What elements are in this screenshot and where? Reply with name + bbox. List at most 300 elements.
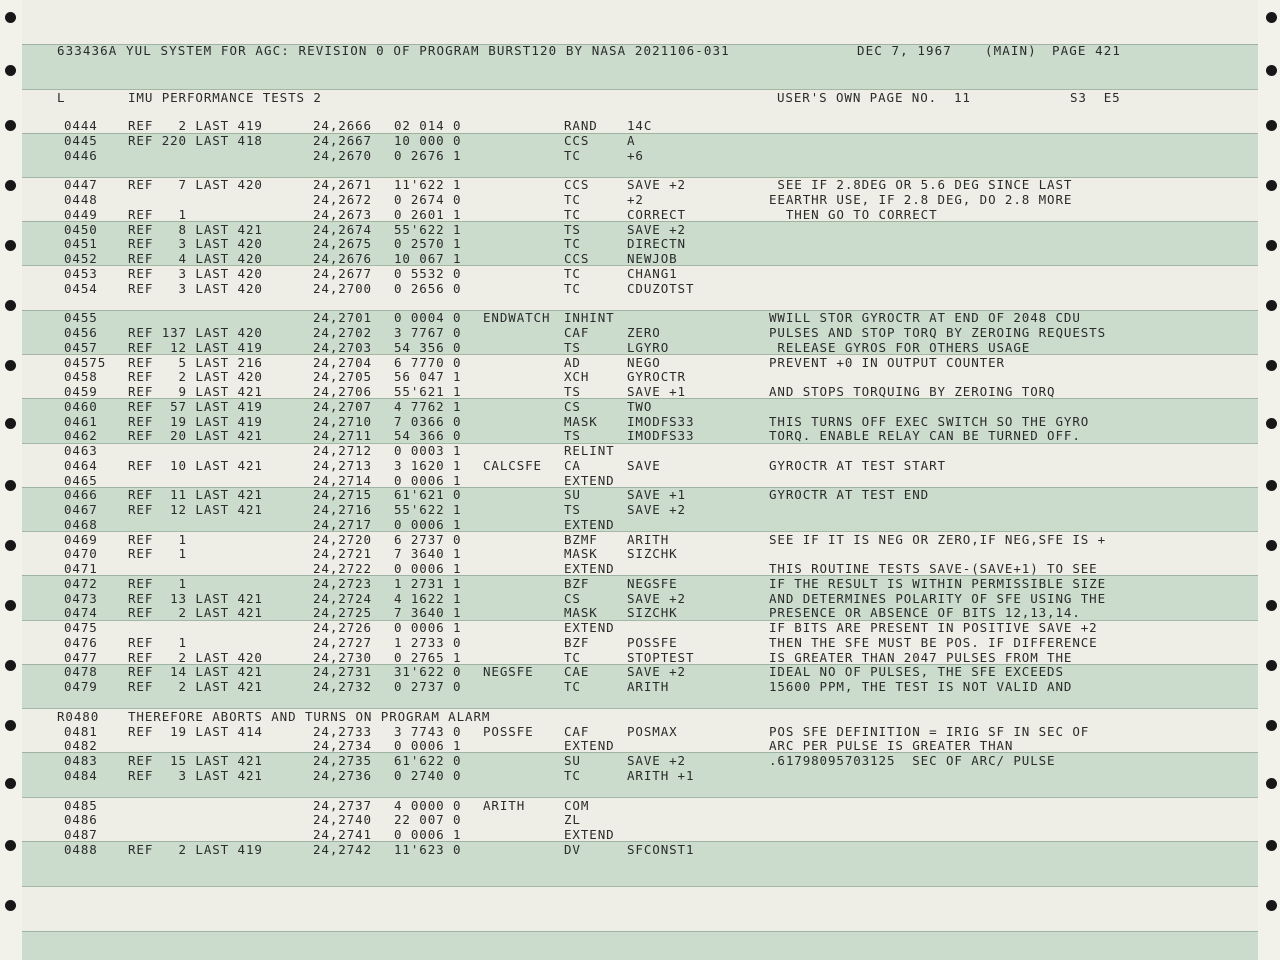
- operand-column: SAVE: [627, 457, 661, 473]
- line-number: 0466: [64, 487, 98, 503]
- opcode-column: RAND: [564, 118, 598, 133]
- ref-column: REF 19 LAST 414: [128, 723, 263, 739]
- line-number: 0470: [64, 546, 98, 562]
- octal-code-column: 0 2740 0: [394, 767, 462, 783]
- address-column: 24,2722: [313, 561, 372, 576]
- opcode-column: BZF: [564, 634, 590, 650]
- operand-column: SAVE +1: [627, 384, 686, 399]
- address-column: 24,2717: [313, 516, 372, 532]
- line-number: 0485: [64, 797, 98, 813]
- symbol-label: POSSFE: [483, 723, 534, 739]
- octal-code-column: 0 0006 1: [394, 516, 462, 532]
- ref-column: REF 2 LAST 420: [128, 369, 263, 385]
- octal-code-column: 56 047 1: [394, 369, 462, 385]
- operand-column: SAVE +1: [627, 487, 686, 503]
- tractor-feed-hole: [5, 900, 16, 911]
- tractor-feed-hole: [5, 300, 16, 311]
- ref-column: REF 10 LAST 421: [128, 457, 263, 473]
- address-column: 24,2721: [313, 546, 372, 562]
- ref-column: REF 12 LAST 419: [128, 339, 263, 355]
- line-number: 0484: [64, 767, 98, 783]
- opcode-column: CCS: [564, 132, 590, 148]
- line-number: 0482: [64, 738, 98, 754]
- octal-code-column: 10 000 0: [394, 132, 462, 148]
- opcode-column: CAE: [564, 664, 590, 680]
- ref-column: REF 220 LAST 418: [128, 132, 263, 148]
- comment-column: ARC PER PULSE IS GREATER THAN: [769, 738, 1014, 754]
- ref-column: REF 19 LAST 419: [128, 413, 263, 429]
- octal-code-column: 3 1620 1: [394, 457, 462, 473]
- page-rule: [22, 797, 1258, 798]
- line-number: 0473: [64, 590, 98, 606]
- comment-column: THEN THE SFE MUST BE POS. IF DIFFERENCE: [769, 634, 1098, 650]
- line-number: R0480: [57, 708, 100, 724]
- octal-code-column: 0 0006 1: [394, 561, 462, 576]
- octal-code-column: 0 0006 1: [394, 620, 462, 635]
- operand-column: +2: [627, 192, 644, 207]
- octal-code-column: 1 2731 1: [394, 575, 462, 591]
- comment-column: 15600 PPM, THE TEST IS NOT VALID AND: [769, 679, 1073, 694]
- symbol-label: CALCSFE: [483, 457, 542, 473]
- octal-code-column: 54 366 0: [394, 428, 462, 444]
- address-column: 24,2731: [313, 664, 372, 680]
- octal-code-column: 1 2733 0: [394, 634, 462, 650]
- octal-code-column: 3 7767 0: [394, 325, 462, 340]
- operand-column: SAVE +2: [627, 664, 686, 680]
- address-column: 24,2724: [313, 590, 372, 606]
- tractor-feed-hole: [5, 12, 16, 23]
- comment-column: EEARTHR USE, IF 2.8 DEG, DO 2.8 MORE: [769, 192, 1073, 207]
- ref-column: REF 7 LAST 420: [128, 177, 263, 193]
- ref-column: REF 11 LAST 421: [128, 487, 263, 503]
- tractor-feed-hole: [1266, 540, 1277, 551]
- tractor-feed-hole: [5, 480, 16, 491]
- line-number: 0462: [64, 428, 98, 444]
- octal-code-column: 0 0003 1: [394, 443, 462, 458]
- octal-code-column: 11'622 1: [394, 177, 462, 193]
- octal-code-column: 3 7743 0: [394, 723, 462, 739]
- ref-column: REF 5 LAST 216: [128, 354, 263, 370]
- operand-column: LGYRO: [627, 339, 670, 355]
- octal-code-column: 22 007 0: [394, 812, 462, 828]
- opcode-column: MASK: [564, 605, 598, 621]
- operand-column: A: [627, 132, 636, 148]
- operand-column: CHANG1: [627, 265, 678, 281]
- symbol-label: NEGSFE: [483, 664, 534, 680]
- address-column: 24,2700: [313, 280, 372, 296]
- ref-column: REF 3 LAST 420: [128, 265, 263, 281]
- line-number: 0476: [64, 634, 98, 650]
- operand-column: IMODFS33: [627, 413, 695, 429]
- operand-column: +6: [627, 147, 644, 163]
- symbol-label: ARITH: [483, 797, 526, 813]
- address-column: 24,2667: [313, 132, 372, 148]
- address-column: 24,2711: [313, 428, 372, 444]
- octal-code-column: 61'622 0: [394, 753, 462, 769]
- opcode-column: EXTEND: [564, 516, 615, 532]
- address-column: 24,2705: [313, 369, 372, 385]
- opcode-column: CA: [564, 457, 581, 473]
- octal-code-column: 4 7762 1: [394, 398, 462, 414]
- comment-column: PRESENCE OR ABSENCE OF BITS 12,13,14.: [769, 605, 1081, 621]
- page-number: PAGE 421: [1052, 43, 1122, 58]
- address-column: 24,2735: [313, 753, 372, 769]
- tractor-feed-hole: [1266, 778, 1277, 789]
- operand-column: STOPTEST: [627, 649, 695, 665]
- opcode-column: CAF: [564, 325, 590, 340]
- operand-column: NEWJOB: [627, 251, 678, 266]
- operand-column: CORRECT: [627, 206, 686, 222]
- operand-column: ZERO: [627, 325, 661, 340]
- line-number: 0472: [64, 575, 98, 591]
- opcode-column: COM: [564, 797, 590, 813]
- opcode-column: TS: [564, 339, 581, 355]
- address-column: 24,2710: [313, 413, 372, 429]
- octal-code-column: 7 0366 0: [394, 413, 462, 429]
- opcode-column: BZF: [564, 575, 590, 591]
- octal-code-column: 0 2674 0: [394, 192, 462, 207]
- tractor-feed-hole: [5, 180, 16, 191]
- operand-column: ARITH: [627, 531, 670, 547]
- line-number: 0444: [64, 118, 98, 133]
- tractor-feed-hole: [1266, 120, 1277, 131]
- address-column: 24,2672: [313, 192, 372, 207]
- comment-column: IDEAL NO OF PULSES, THE SFE EXCEEDS: [769, 664, 1064, 680]
- octal-code-column: 7 3640 1: [394, 605, 462, 621]
- listing-date: DEC 7, 1967: [857, 43, 952, 58]
- operand-column: TWO: [627, 398, 653, 414]
- ref-column: REF 2 LAST 421: [128, 605, 263, 621]
- line-number: 0487: [64, 827, 98, 843]
- comment-column: AND DETERMINES POLARITY OF SFE USING THE: [769, 590, 1107, 606]
- tractor-feed-hole: [5, 720, 16, 731]
- line-number: 0454: [64, 280, 98, 296]
- address-column: 24,2723: [313, 575, 372, 591]
- ref-column: REF 4 LAST 420: [128, 251, 263, 266]
- address-column: 24,2670: [313, 147, 372, 163]
- comment-column: THIS ROUTINE TESTS SAVE-(SAVE+1) TO SEE: [769, 561, 1098, 576]
- opcode-column: EXTEND: [564, 738, 615, 754]
- opcode-column: XCH: [564, 369, 590, 385]
- line-number: 0447: [64, 177, 98, 193]
- address-column: 24,2673: [313, 206, 372, 222]
- opcode-column: MASK: [564, 546, 598, 562]
- comment-column: POS SFE DEFINITION = IRIG SF IN SEC OF: [769, 723, 1090, 739]
- comment-column: TORQ. ENABLE RELAY CAN BE TURNED OFF.: [769, 428, 1081, 444]
- opcode-column: EXTEND: [564, 620, 615, 635]
- opcode-column: MASK: [564, 413, 598, 429]
- ref-column: REF 2 LAST 420: [128, 649, 263, 665]
- address-column: 24,2742: [313, 841, 372, 857]
- line-number: 0475: [64, 620, 98, 635]
- line-number: 0483: [64, 753, 98, 769]
- operand-column: SIZCHK: [627, 605, 678, 621]
- octal-code-column: 55'622 1: [394, 221, 462, 237]
- opcode-column: CS: [564, 590, 581, 606]
- opcode-column: TS: [564, 221, 581, 237]
- ref-column: REF 1: [128, 531, 187, 547]
- line-number: 0452: [64, 251, 98, 266]
- tractor-feed-hole: [1266, 12, 1277, 23]
- address-column: 24,2726: [313, 620, 372, 635]
- octal-code-column: 55'622 1: [394, 502, 462, 517]
- ref-column: REF 14 LAST 421: [128, 664, 263, 680]
- address-column: 24,2733: [313, 723, 372, 739]
- page-rule: [22, 886, 1258, 887]
- ref-column: REF 20 LAST 421: [128, 428, 263, 444]
- octal-code-column: 0 2601 1: [394, 206, 462, 222]
- ref-column: REF 3 LAST 420: [128, 236, 263, 252]
- octal-code-column: 0 2676 1: [394, 147, 462, 163]
- comment-column: GYROCTR AT TEST END: [769, 487, 930, 503]
- ref-column: REF 3 LAST 420: [128, 280, 263, 296]
- opcode-column: TC: [564, 767, 581, 783]
- comment-column: PREVENT +0 IN OUTPUT COUNTER: [769, 354, 1005, 370]
- comment-column: AND STOPS TORQUING BY ZEROING TORQ: [769, 384, 1056, 399]
- opcode-column: EXTEND: [564, 827, 615, 843]
- address-column: 24,2730: [313, 649, 372, 665]
- ref-column: REF 3 LAST 421: [128, 767, 263, 783]
- address-column: 24,2712: [313, 443, 372, 458]
- tractor-feed-hole: [1266, 600, 1277, 611]
- line-number: 0474: [64, 605, 98, 621]
- tractor-feed-hole: [1266, 300, 1277, 311]
- tractor-feed-hole: [5, 120, 16, 131]
- line-number: 0461: [64, 413, 98, 429]
- green-bar-band: [22, 931, 1258, 960]
- opcode-column: TS: [564, 502, 581, 517]
- line-number: 0457: [64, 339, 98, 355]
- octal-code-column: 6 7770 0: [394, 354, 462, 370]
- comment-column: THIS TURNS OFF EXEC SWITCH SO THE GYRO: [769, 413, 1090, 429]
- octal-code-column: 0 2570 1: [394, 236, 462, 252]
- comment-column: WWILL STOR GYROCTR AT END OF 2048 CDU: [769, 310, 1081, 326]
- address-column: 24,2666: [313, 118, 372, 133]
- tractor-feed-hole: [1266, 65, 1277, 76]
- address-column: 24,2737: [313, 797, 372, 813]
- octal-code-column: 0 2656 0: [394, 280, 462, 296]
- line-number: 0458: [64, 369, 98, 385]
- octal-code-column: 0 0006 1: [394, 827, 462, 843]
- octal-code-column: 7 3640 1: [394, 546, 462, 562]
- line-number: 0479: [64, 679, 98, 694]
- tractor-feed-hole: [5, 65, 16, 76]
- symbol-label: ENDWATCH: [483, 310, 551, 326]
- tractor-feed-hole: [1266, 720, 1277, 731]
- opcode-column: TC: [564, 206, 581, 222]
- comment-column: THEN GO TO CORRECT: [769, 206, 938, 222]
- operand-column: CDUZOTST: [627, 280, 695, 296]
- ref-column: REF 9 LAST 421: [128, 384, 263, 399]
- listing-title: 633436A YUL SYSTEM FOR AGC: REVISION 0 OF PROGRAM BURST120 BY NASA 2021106-031: [57, 43, 730, 58]
- address-column: 24,2713: [313, 457, 372, 473]
- octal-code-column: 31'622 0: [394, 664, 462, 680]
- line-number: 0471: [64, 561, 98, 576]
- address-column: 24,2706: [313, 384, 372, 399]
- address-column: 24,2725: [313, 605, 372, 621]
- octal-code-column: 55'621 1: [394, 384, 462, 399]
- octal-code-column: 61'621 0: [394, 487, 462, 503]
- opcode-column: TS: [564, 428, 581, 444]
- full-line-comment: THEREFORE ABORTS AND TURNS ON PROGRAM ALARM: [128, 708, 491, 724]
- tractor-feed-hole: [1266, 360, 1277, 371]
- opcode-column: SU: [564, 487, 581, 503]
- ref-column: REF 2 LAST 419: [128, 118, 263, 133]
- address-column: 24,2727: [313, 634, 372, 650]
- comment-column: IF THE RESULT IS WITHIN PERMISSIBLE SIZE: [769, 575, 1107, 591]
- address-column: 24,2677: [313, 265, 372, 281]
- operand-column: GYROCTR: [627, 369, 686, 385]
- octal-code-column: 0 0004 0: [394, 310, 462, 326]
- line-number: 0445: [64, 132, 98, 148]
- operand-column: DIRECTN: [627, 236, 686, 252]
- line-number: 0448: [64, 192, 98, 207]
- line-number: 0477: [64, 649, 98, 665]
- tractor-feed-hole: [1266, 840, 1277, 851]
- line-number: 0463: [64, 443, 98, 458]
- operand-column: SAVE +2: [627, 221, 686, 237]
- opcode-column: CS: [564, 398, 581, 414]
- comment-column: SEE IF IT IS NEG OR ZERO,IF NEG,SFE IS +: [769, 531, 1107, 547]
- octal-code-column: 0 0006 1: [394, 472, 462, 488]
- opcode-column: RELINT: [564, 443, 615, 458]
- opcode-column: EXTEND: [564, 472, 615, 488]
- address-column: 24,2671: [313, 177, 372, 193]
- ref-column: REF 2 LAST 419: [128, 841, 263, 857]
- octal-code-column: 0 5532 0: [394, 265, 462, 281]
- ref-column: REF 15 LAST 421: [128, 753, 263, 769]
- tractor-feed-hole: [5, 600, 16, 611]
- opcode-column: TC: [564, 679, 581, 694]
- address-column: 24,2714: [313, 472, 372, 488]
- line-number: 0488: [64, 841, 98, 857]
- line-number: 0468: [64, 516, 98, 532]
- ref-column: REF 1: [128, 546, 187, 562]
- line-number: 0478: [64, 664, 98, 680]
- ref-column: REF 1: [128, 634, 187, 650]
- opcode-column: TC: [564, 236, 581, 252]
- address-column: 24,2702: [313, 325, 372, 340]
- line-number: 0455: [64, 310, 98, 326]
- tractor-feed-hole: [5, 240, 16, 251]
- operand-column: NEGO: [627, 354, 661, 370]
- operand-column: SIZCHK: [627, 546, 678, 562]
- users-page-number: USER'S OWN PAGE NO. 11: [777, 90, 971, 105]
- opcode-column: BZMF: [564, 531, 598, 547]
- operand-column: SFCONST1: [627, 841, 695, 857]
- line-number: 0481: [64, 723, 98, 739]
- ref-column: REF 12 LAST 421: [128, 502, 263, 517]
- tractor-feed-hole: [5, 840, 16, 851]
- address-column: 24,2740: [313, 812, 372, 828]
- section-title: IMU PERFORMANCE TESTS 2: [128, 90, 322, 105]
- line-number: 0459: [64, 384, 98, 399]
- address-column: 24,2703: [313, 339, 372, 355]
- tractor-feed-hole: [1266, 418, 1277, 429]
- address-column: 24,2704: [313, 354, 372, 370]
- opcode-column: EXTEND: [564, 561, 615, 576]
- ref-column: REF 2 LAST 421: [128, 679, 263, 694]
- ref-column: REF 57 LAST 419: [128, 398, 263, 414]
- tractor-feed-hole: [1266, 180, 1277, 191]
- opcode-column: TC: [564, 147, 581, 163]
- tractor-feed-hole: [1266, 660, 1277, 671]
- ref-column: REF 8 LAST 421: [128, 221, 263, 237]
- comment-column: GYROCTR AT TEST START: [769, 457, 946, 473]
- octal-code-column: 11'623 0: [394, 841, 462, 857]
- line-number: 0465: [64, 472, 98, 488]
- comment-column: SEE IF 2.8DEG OR 5.6 DEG SINCE LAST: [769, 177, 1073, 193]
- opcode-column: ZL: [564, 812, 581, 828]
- opcode-column: DV: [564, 841, 581, 857]
- ref-column: REF 1: [128, 575, 187, 591]
- operand-column: SAVE +2: [627, 590, 686, 606]
- ref-column: REF 137 LAST 420: [128, 325, 263, 340]
- address-column: 24,2732: [313, 679, 372, 694]
- address-column: 24,2734: [313, 738, 372, 754]
- address-column: 24,2676: [313, 251, 372, 266]
- octal-code-column: 10 067 1: [394, 251, 462, 266]
- opcode-column: AD: [564, 354, 581, 370]
- octal-code-column: 0 0006 1: [394, 738, 462, 754]
- line-number: 0467: [64, 502, 98, 517]
- operand-column: SAVE +2: [627, 177, 686, 193]
- comment-column: RELEASE GYROS FOR OTHERS USAGE: [769, 339, 1031, 355]
- operand-column: NEGSFE: [627, 575, 678, 591]
- tractor-feed-hole: [1266, 480, 1277, 491]
- comment-column: IS GREATER THAN 2047 PULSES FROM THE: [769, 649, 1073, 665]
- line-number: 0451: [64, 236, 98, 252]
- comment-column: .61798095703125 SEC OF ARC/ PULSE: [769, 753, 1056, 769]
- address-column: 24,2701: [313, 310, 372, 326]
- line-number: 0469: [64, 531, 98, 547]
- operand-column: IMODFS33: [627, 428, 695, 444]
- octal-code-column: 6 2737 0: [394, 531, 462, 547]
- operand-column: ARITH +1: [627, 767, 695, 783]
- log-marker: L: [57, 90, 66, 105]
- operand-column: ARITH: [627, 679, 670, 694]
- opcode-column: TC: [564, 649, 581, 665]
- tractor-feed-hole: [5, 660, 16, 671]
- line-number: 0453: [64, 265, 98, 281]
- address-column: 24,2674: [313, 221, 372, 237]
- address-column: 24,2736: [313, 767, 372, 783]
- octal-code-column: 54 356 0: [394, 339, 462, 355]
- line-number: 0456: [64, 325, 98, 340]
- address-column: 24,2720: [313, 531, 372, 547]
- tractor-feed-hole: [1266, 240, 1277, 251]
- address-column: 24,2675: [313, 236, 372, 252]
- tractor-feed-hole: [5, 778, 16, 789]
- opcode-column: TC: [564, 265, 581, 281]
- opcode-column: TS: [564, 384, 581, 399]
- opcode-column: TC: [564, 280, 581, 296]
- operand-column: SAVE +2: [627, 753, 686, 769]
- sheet-code: S3 E5: [1070, 90, 1121, 105]
- address-column: 24,2715: [313, 487, 372, 503]
- comment-column: PULSES AND STOP TORQ BY ZEROING REQUESTS: [769, 325, 1107, 340]
- octal-code-column: 4 1622 1: [394, 590, 462, 606]
- octal-code-column: 0 2737 0: [394, 679, 462, 694]
- ref-column: REF 1: [128, 206, 187, 222]
- tractor-feed-hole: [5, 540, 16, 551]
- opcode-column: TC: [564, 192, 581, 207]
- tractor-feed-hole: [5, 360, 16, 371]
- line-number: 0450: [64, 221, 98, 237]
- opcode-column: CCS: [564, 177, 590, 193]
- tractor-feed-hole: [1266, 900, 1277, 911]
- line-number: 04575: [64, 354, 107, 370]
